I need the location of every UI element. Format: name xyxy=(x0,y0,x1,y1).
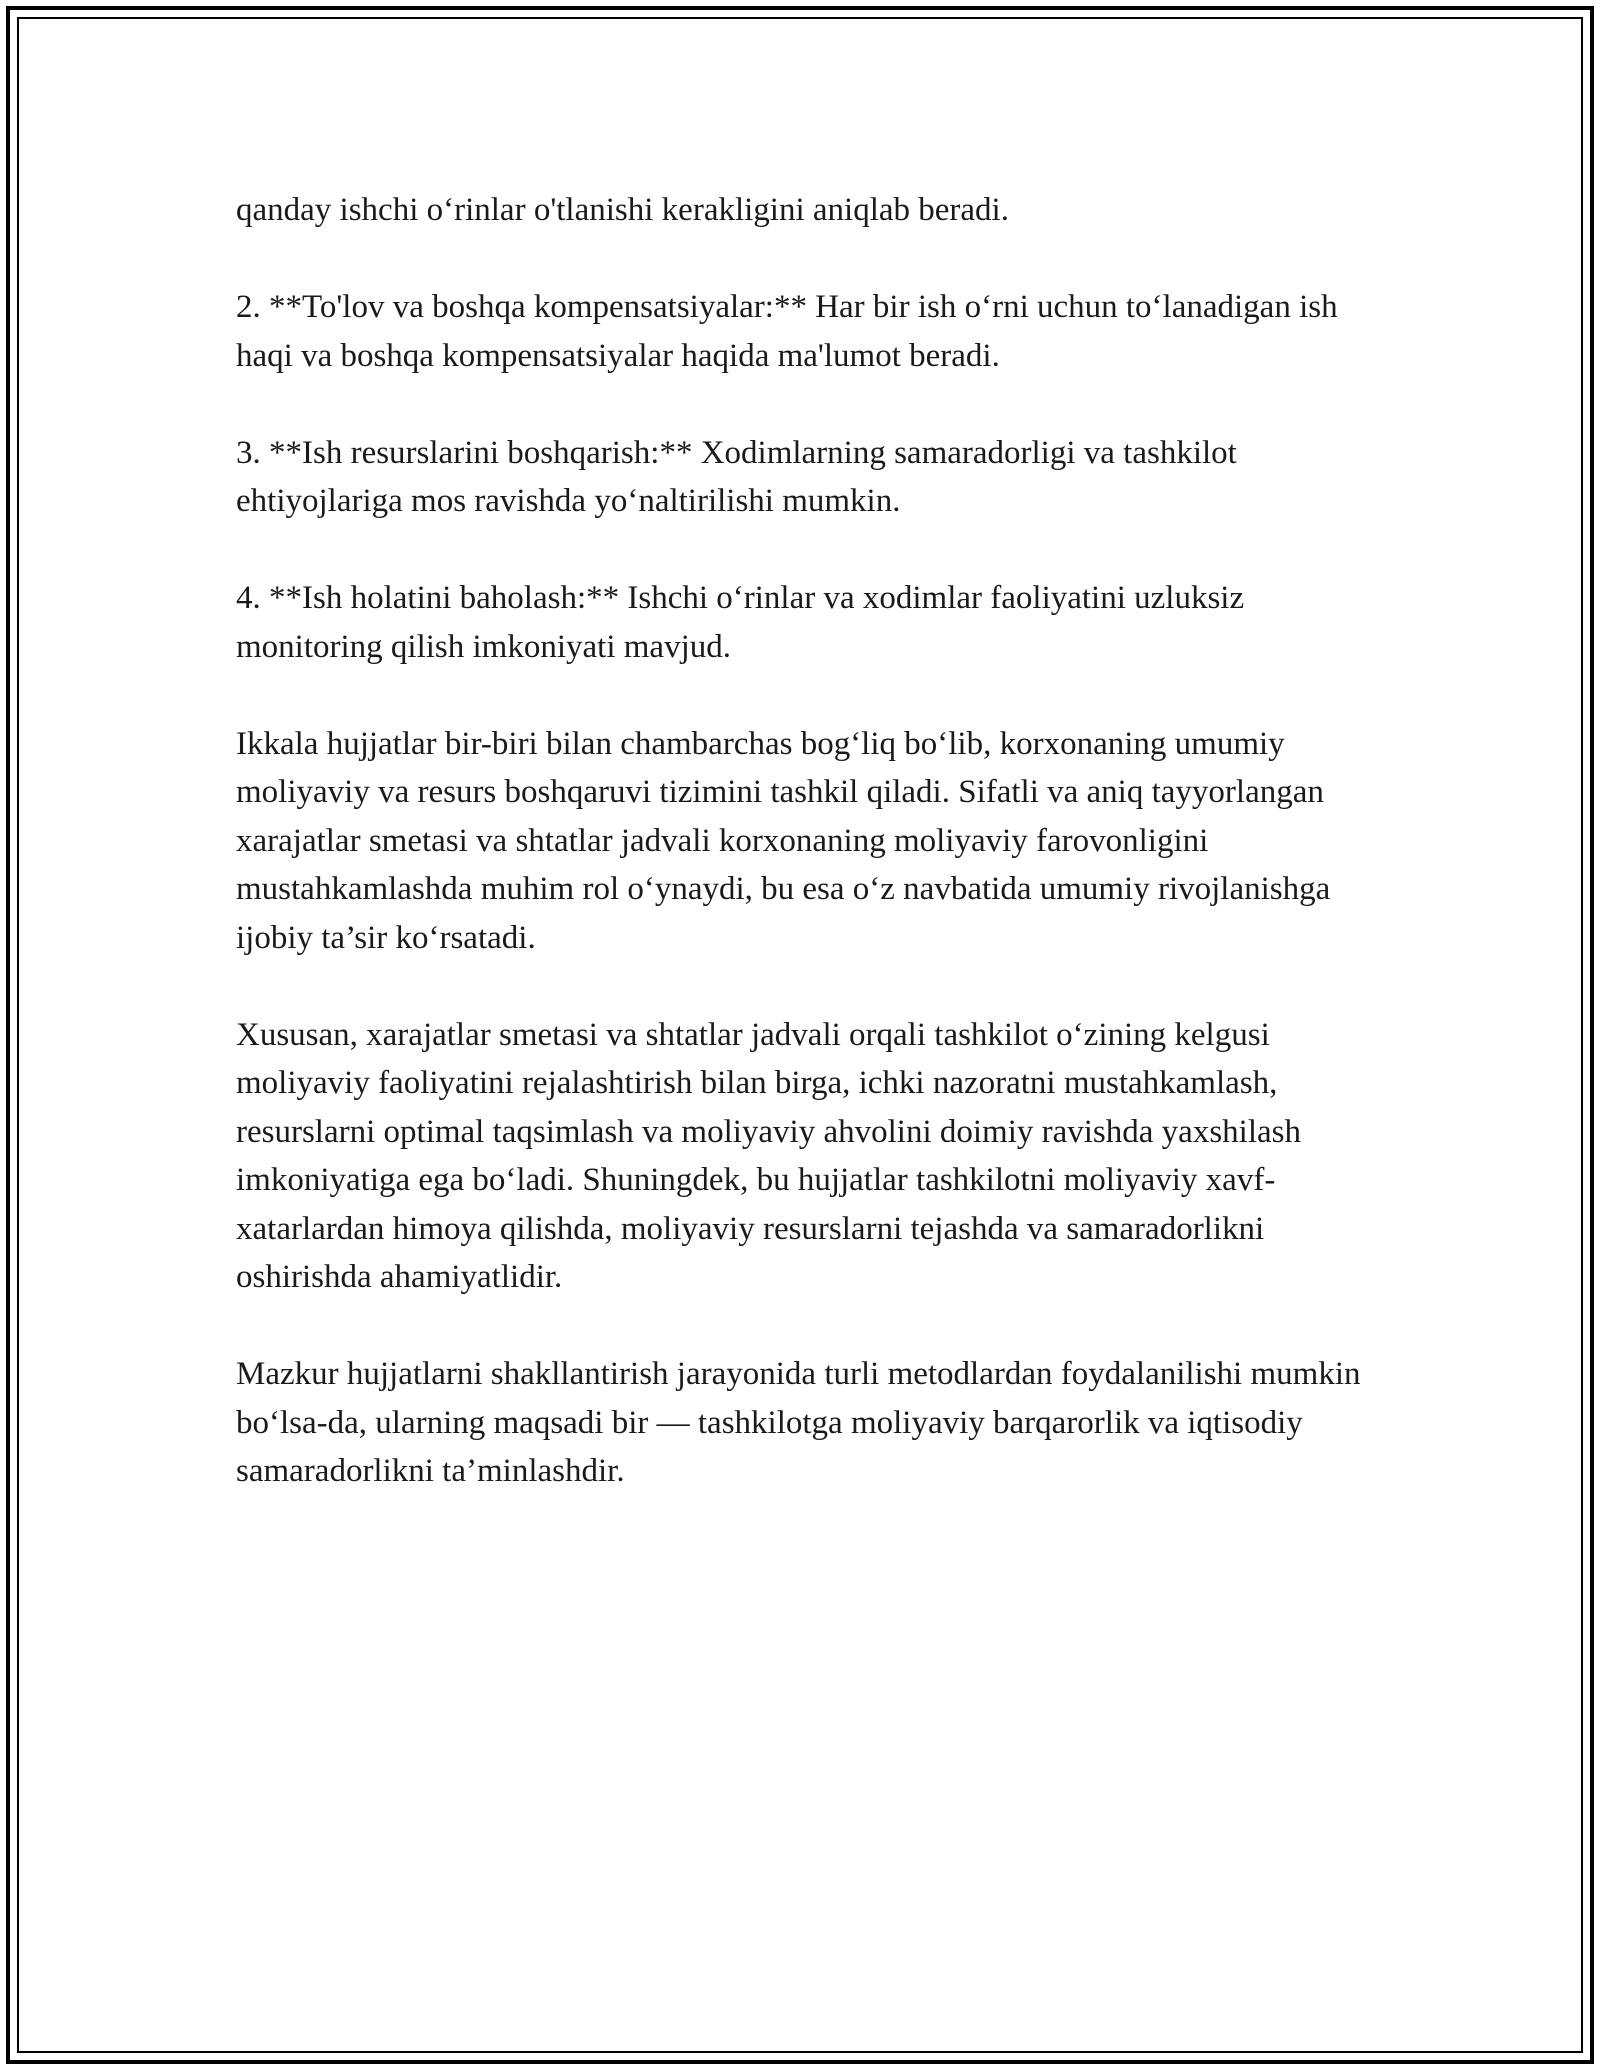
paragraph-item-3: 3. **Ish resurslarini boshqarish:** Xodimlarning samaradorligi va tashkilot ehtiyojlariga mos ravishda yo‘naltirilishi mumkin. xyxy=(236,434,1237,519)
paragraph-continuation: qanday ishchi o‘rinlar o'tlanishi kerakligini aniqlab beradi. xyxy=(236,192,1009,228)
paragraph-item-2: 2. **To'lov va boshqa kompensatsiyalar:** Har bir ish o‘rni uchun to‘lanadigan ish haqi va boshqa kompensatsiyalar haqida ma'lumot beradi. xyxy=(236,289,1338,374)
paragraph-item-4: 4. **Ish holatini baholash:** Ishchi o‘rinlar va xodimlar faoliyatini uzluksiz monitoring qilish imkoniyati mavjud. xyxy=(236,580,1245,665)
paragraph-summary: Ikkala hujjatlar bir-biri bilan chambarchas bog‘liq bo‘lib, korxonaning umumiy moliyaviy va resurs boshqaruvi tizimini tashkil qiladi. Sifatli va aniq tayyorlangan xarajatlar smetasi va shtatlar jadvali korxonaning moliyaviy farovonligini mustahkamlashda muhim rol o‘ynaydi, bu esa o‘z navbatida umumiy rivojlanishga ijobiy ta’sir ko‘rsatadi. xyxy=(236,725,1331,956)
paragraph-conclusion: Mazkur hujjatlarni shakllantirish jarayonida turli metodlardan foydalanilishi mumkin bo‘lsa-da, ularning maqsadi bir — tashkilotga moliyaviy barqarorlik va iqtisodiy samaradorlikni ta’minlashdir. xyxy=(236,1356,1361,1489)
document-body xyxy=(236,186,1366,1496)
paragraph-details: Xususan, xarajatlar smetasi va shtatlar jadvali orqali tashkilot o‘zining kelgusi moliyaviy faoliyatini rejalashtirish bilan birga, ichki nazoratni mustahkamlash, resurslarni optimal taqsimlash va moliyaviy ahvolini doimiy ravishda yaxshilash imkoniyatiga ega bo‘ladi. Shuningdek, bu hujjatlar tashkilotni moliyaviy xavf-xatarlardan himoya qilishda, moliyaviy resurslarni tejashda va samaradorlikni oshirishda ahamiyatlidir. xyxy=(236,1016,1301,1295)
